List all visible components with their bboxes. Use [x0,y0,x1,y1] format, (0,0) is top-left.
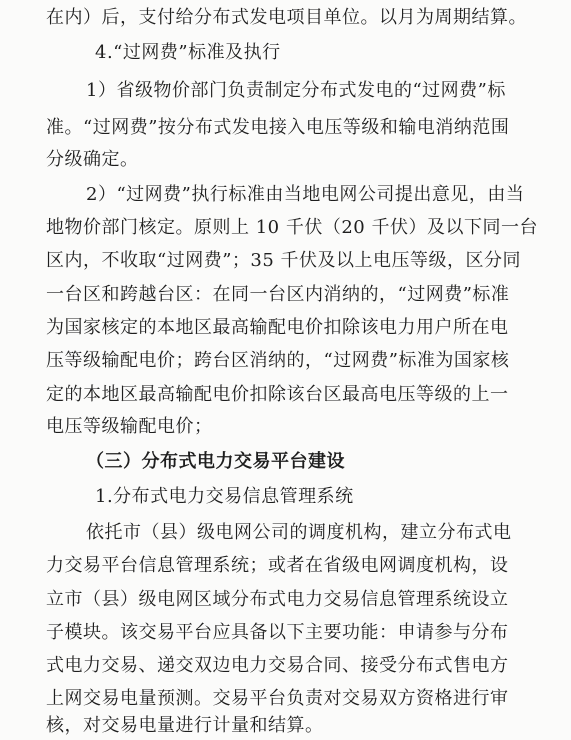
text-line: 一台区和跨越台区：在同一台区内消纳的，“过网费”标准 [46,284,510,305]
text-line: 依托市（县）级电网公司的调度机构，建立分布式电 [86,522,512,543]
text-line: 为国家核定的本地区最高输配电价扣除该电力用户所在电 [46,317,509,338]
text-line: 准。“过网费”按分布式发电接入电压等级和输电消纳范围 [46,117,510,138]
text-line: 在内）后，支付给分布式发电项目单位。以月为周期结算。 [46,7,527,28]
text-line: 地物价部门核定。原则上 10 千伏（20 千伏）及以下同一台 [46,217,538,238]
text-line: 核，对交易电量进行计量和结算。 [46,715,324,736]
text-line: 压等级输配电价；跨台区消纳的，“过网费”标准为国家核 [46,350,510,371]
text-line: 区内，不收取“过网费”；35 千伏及以上电压等级，区分同 [46,250,522,271]
subheading: 1.分布式电力交易信息管理系统 [95,486,354,507]
text-line: 2）“过网费”执行标准由当地电网公司提出意见，由当 [86,184,525,205]
text-line: 式电力交易、递交双边电力交易合同、接受分布式售电方 [46,655,509,676]
text-line: 定的本地区最高输配电价扣除该台区最高电压等级的上一 [46,384,509,405]
text-line: 上网交易电量预测。交易平台负责对交易双方资格进行审 [46,688,509,709]
subheading: 4.“过网费”标准及执行 [95,42,281,63]
section-heading: （三）分布式电力交易平台建设 [86,451,345,472]
text-line: 分级确定。 [46,149,139,170]
text-line: 电压等级输配电价； [46,416,213,437]
text-line: 力交易平台信息管理系统；或者在省级电网调度机构，设 [46,555,509,576]
text-line: 立市（县）级电网区域分布式电力交易信息管理系统设立 [46,589,509,610]
text-line: 子模块。该交易平台应具备以下主要功能：申请参与分布 [46,622,509,643]
text-line: 1）省级物价部门负责制定分布式发电的“过网费”标 [86,80,506,101]
